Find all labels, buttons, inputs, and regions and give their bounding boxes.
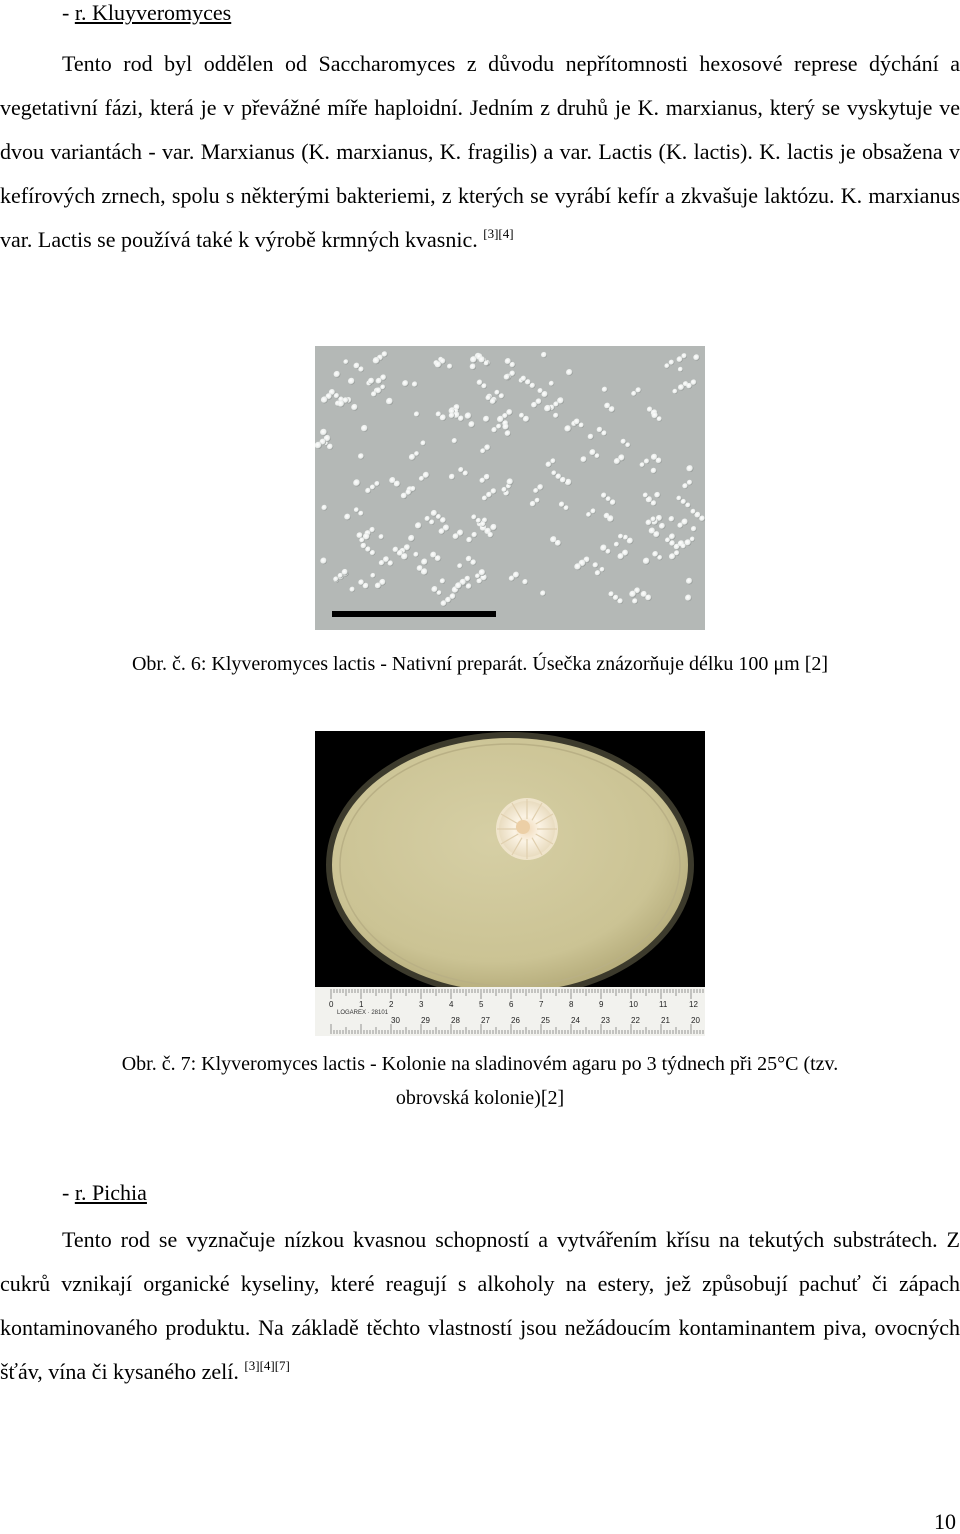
ruler-number: 22 [631,1016,640,1025]
yeast-cell [579,423,584,428]
yeast-cell [625,442,630,447]
yeast-cell [678,367,683,372]
yeast-cell [691,526,697,532]
yeast-cell [602,387,608,393]
yeast-cell [672,389,677,394]
yeast-cell [447,364,453,370]
yeast-cell [574,563,581,570]
yeast-cell [559,502,565,508]
yeast-cell [458,416,464,422]
ruler-number: 27 [481,1016,490,1025]
yeast-cell [664,363,669,368]
yeast-cell [440,414,447,421]
yeast-cell [600,567,605,572]
ruler-number: 0 [329,1000,334,1009]
yeast-cell [379,560,385,566]
yeast-cell [502,487,507,492]
yeast-cell [606,496,611,501]
yeast-cell [320,429,327,436]
yeast-cell [503,424,510,431]
yeast-cell [653,531,660,538]
ruler-number: 9 [599,1000,604,1009]
yeast-cell [374,481,379,486]
yeast-cell [480,521,485,526]
ruler-number: 1 [359,1000,364,1009]
yeast-cell [413,552,418,557]
yeast-cell [441,600,447,606]
ruler-number: 25 [541,1016,550,1025]
yeast-cell [421,440,426,445]
yeast-cell [686,383,692,389]
yeast-cell [322,505,328,511]
ruler-number: 8 [569,1000,574,1009]
yeast-cell [595,453,600,458]
yeast-cell [421,559,428,566]
yeast-cell [334,393,340,399]
yeast-cell [657,555,662,560]
yeast-cell [409,454,416,461]
ruler-number: 4 [449,1000,454,1009]
yeast-cell [415,522,422,529]
yeast-cell [636,387,642,393]
yeast-cell [682,483,688,489]
yeast-cell [644,459,650,465]
yeast-cell [631,391,636,396]
ruler-number: 12 [689,1000,698,1009]
yeast-cell [402,380,409,387]
yeast-cell [533,488,538,493]
yeast-cell [564,425,571,432]
scale-bar [332,611,496,617]
yeast-cell [657,416,662,421]
yeast-cell [665,537,670,542]
yeast-cell [629,591,636,598]
yeast-cell [449,413,455,419]
yeast-cell [358,511,363,516]
yeast-cell [463,471,469,477]
yeast-cell [429,520,434,525]
yeast-cell [551,470,556,475]
yeast-cell [354,507,359,512]
yeast-cell [471,514,476,519]
yeast-cell [440,578,446,584]
yeast-cell [371,391,377,397]
yeast-cell [368,378,375,385]
yeast-cell [505,430,511,436]
yeast-cell [530,501,536,507]
yeast-cell [412,381,418,387]
yeast-cell [549,381,554,386]
yeast-cell [470,559,476,565]
yeast-cell [640,462,645,467]
yeast-cell [475,573,480,578]
heading-text: r. Pichia [74,1180,147,1205]
yeast-cell [338,573,343,578]
yeast-cell [617,598,623,604]
yeast-cell [370,550,376,556]
yeast-cell [651,500,657,506]
ruler-number: 23 [601,1016,610,1025]
yeast-cell [678,384,684,390]
yeast-cell [499,393,505,399]
yeast-cell [483,416,490,423]
ruler-number: 5 [479,1000,484,1009]
heading-text: r. Kluyveromyces [74,0,232,25]
yeast-cell [472,532,478,538]
yeast-cell [338,400,345,407]
yeast-cell [437,590,442,595]
caption-line-2: obrovská kolonie)[2] [395,1087,565,1109]
yeast-cell [358,453,364,459]
yeast-cell [614,542,619,547]
yeast-cell [607,515,614,522]
yeast-cell [618,534,623,539]
yeast-cell [334,371,341,378]
yeast-cell [509,576,515,582]
yeast-cell [376,378,382,384]
section-heading-pichia: - r. Pichia [62,1180,147,1205]
yeast-cell [401,553,408,560]
yeast-cell [659,523,665,529]
yeast-cell [425,516,431,522]
yeast-cell [370,485,375,490]
yeast-cell [358,366,364,372]
yeast-cell [544,405,551,412]
yeast-cell [685,503,690,508]
yeast-cell [540,590,546,596]
yeast-cell [481,383,487,389]
yeast-cell [365,488,371,494]
yeast-cell [651,468,657,474]
ruler-number: 2 [389,1000,394,1009]
yeast-cell [606,549,611,554]
yeast-cell [652,551,658,557]
ruler-number: 11 [659,1000,668,1009]
yeast-cell [686,465,693,472]
yeast-cell [656,458,662,464]
ruler-number: 20 [691,1016,700,1025]
yeast-cell [542,391,549,398]
yeast-cell [566,369,573,376]
reference-superscript: [3][4][7] [244,1358,290,1373]
section-heading-kluyveromyces: - r. Kluyveromyces [62,0,232,25]
yeast-cell [457,563,462,568]
yeast-cell [560,477,566,483]
yeast-cell [365,546,371,552]
yeast-cell [550,458,555,463]
yeast-cell [386,398,393,405]
yeast-cell [370,573,375,578]
yeast-cell [522,579,528,585]
yeast-cell [440,517,446,523]
yeast-cell [408,535,415,542]
petri-dish-image [315,731,705,1036]
yeast-cell [523,416,530,423]
yeast-cell [480,478,486,484]
yeast-cell [621,439,627,445]
yeast-cell [482,496,487,501]
yeast-cell [320,558,327,565]
figure-caption-6: Obr. č. 6: Klyveromyces lactis - Nativní preparát. Úsečka znázorňuje délku 100 μm [2] [131,653,829,675]
yeast-cell [681,543,686,548]
yeast-cell [490,524,497,531]
yeast-cell [470,364,476,370]
yeast-cell [394,481,401,488]
yeast-cell [490,398,496,404]
yeast-cell [507,478,514,485]
yeast-cell [669,553,676,560]
yeast-cell [363,583,369,589]
yeast-cell [361,425,368,432]
yeast-cell [687,480,693,486]
paragraph-kluyveromyces: Tento rod byl oddělen od Saccharomyces z důvodu nepřítomnosti hexosové represe dýchání a vegetativní fázi, která je v převážné míře haploidní. Jedním z druhů je K. marxianus, který se vyskytuje ve dvou variantách - var. Marxianus (K. marxianus, K. fragilis) a var. Lactis (K. lactis). K. lactis je obsažena v kefírových zrnech, spolu s některými bakteriemi, z kterých se vyrábí kefír a zkvašuje laktózu. K. marxianus var. Lactis se používá také k výrobě krmných kvasnic. [3][4] [0,51,960,252]
yeast-cell [627,538,634,545]
yeast-cell [669,516,675,522]
ruler-number: 28 [451,1016,460,1025]
yeast-cell [344,514,351,521]
yeast-cell [643,558,650,565]
yeast-cell [484,361,489,366]
yeast-cell [388,560,394,566]
yeast-cell [452,438,458,444]
yeast-cell [654,492,660,498]
yeast-cell [439,528,445,534]
yeast-cell [321,396,328,403]
yeast-cell [458,467,464,473]
yeast-cell [348,378,355,385]
yeast-cell [496,424,501,429]
yeast-cell [677,356,683,362]
yeast-cell [435,555,441,561]
yeast-cell [486,492,492,498]
microscope-image [315,346,705,630]
ruler-number: 7 [539,1000,544,1009]
yeast-cell [609,591,615,597]
yeast-cell [646,520,652,526]
yeast-cell [677,523,683,529]
yeast-cell [591,508,596,513]
yeast-cell [375,583,381,589]
yeast-cell [401,493,407,499]
yeast-cell [555,540,561,546]
yeast-cell [510,362,516,368]
ruler-number: 30 [391,1016,400,1025]
yeast-cell [541,352,547,358]
yeast-cell [553,413,559,419]
ruler-number: 29 [421,1016,430,1025]
yeast-cell [645,595,651,601]
ruler-number: 10 [629,1000,638,1009]
page-number: 10 [934,1509,956,1534]
agar-plate [332,738,688,992]
figure-caption-7 [0,1047,960,1115]
yeast-cell [535,498,540,503]
yeast-cell [581,456,587,462]
yeast-cell [466,537,472,543]
yeast-colony [496,798,558,860]
yeast-cell [601,493,607,499]
yeast-cell [601,430,607,436]
yeast-cell [414,411,420,417]
yeast-cell [504,374,510,380]
yeast-cell [609,406,615,412]
yeast-cell [455,582,462,589]
yeast-cell [494,390,499,395]
yeast-cell [466,583,472,589]
yeast-cell [373,357,380,364]
yeast-cell [351,404,358,411]
yeast-cell [614,458,621,465]
yeast-cell [315,442,322,449]
yeast-cell [359,537,364,542]
yeast-cell [643,493,648,498]
yeast-cell [476,518,481,523]
yeast-cell [421,568,428,575]
yeast-cell [419,476,424,481]
yeast-cell [491,427,497,433]
yeast-cell [669,360,675,366]
yeast-cell [546,462,552,468]
yeast-cell [327,444,333,450]
ruler-number: 26 [511,1016,520,1025]
yeast-cell [333,576,338,581]
yeast-cell [488,532,494,538]
yeast-cell [379,534,384,539]
yeast-cell [530,383,536,389]
yeast-cell [610,499,616,505]
yeast-cell [586,512,591,517]
ruler-number: 24 [571,1016,580,1025]
yeast-cell [618,553,625,560]
caption-line-1: Obr. č. 7: Klyveromyces lactis - Kolonie na sladinovém agaru po 3 týdnech při 25°C (tzv. [121,1053,839,1075]
yeast-cell [699,516,705,522]
paragraph-pichia: Tento rod se vyznačuje nízkou kvasnou schopností a vytvářením křísu na tekutých substrátech. Z cukrů vznikají organické kyseliny, které reagují s alkoholy na estery, jež způsobují pachuť či zápach kontaminovaného produktu. Na základě těchto vlastností jsou nežádoucím kontaminantem piva, ovocných šťáv, vína či kysaného zelí. [3][4][7] [0,1227,960,1384]
ruler-number: 21 [661,1016,670,1025]
yeast-cell [676,496,681,501]
yeast-cell [681,499,687,505]
yeast-cell [480,448,485,453]
yeast-cell [465,412,472,419]
ruler-label: LOGAREX · 28101 [337,1010,389,1016]
yeast-cell [435,361,442,368]
yeast-cell [453,533,459,539]
yeast-cell [449,474,455,480]
yeast-cell [564,505,569,510]
yeast-cell [693,354,699,360]
yeast-cell [468,421,475,428]
yeast-cell [685,595,692,602]
yeast-cell [477,578,483,584]
yeast-cell [595,570,601,576]
yeast-cell [350,587,356,593]
ruler-number: 3 [419,1000,424,1009]
ruler [315,987,705,1036]
ruler-number: 6 [509,1000,514,1009]
yeast-cell [632,598,638,604]
yeast-cell [593,562,599,568]
yeast-cell [686,578,693,585]
yeast-cell [588,434,594,440]
reference-superscript: [3][4] [483,226,514,241]
yeast-cell [343,359,348,364]
yeast-cell [531,402,537,408]
yeast-cell [353,479,360,486]
